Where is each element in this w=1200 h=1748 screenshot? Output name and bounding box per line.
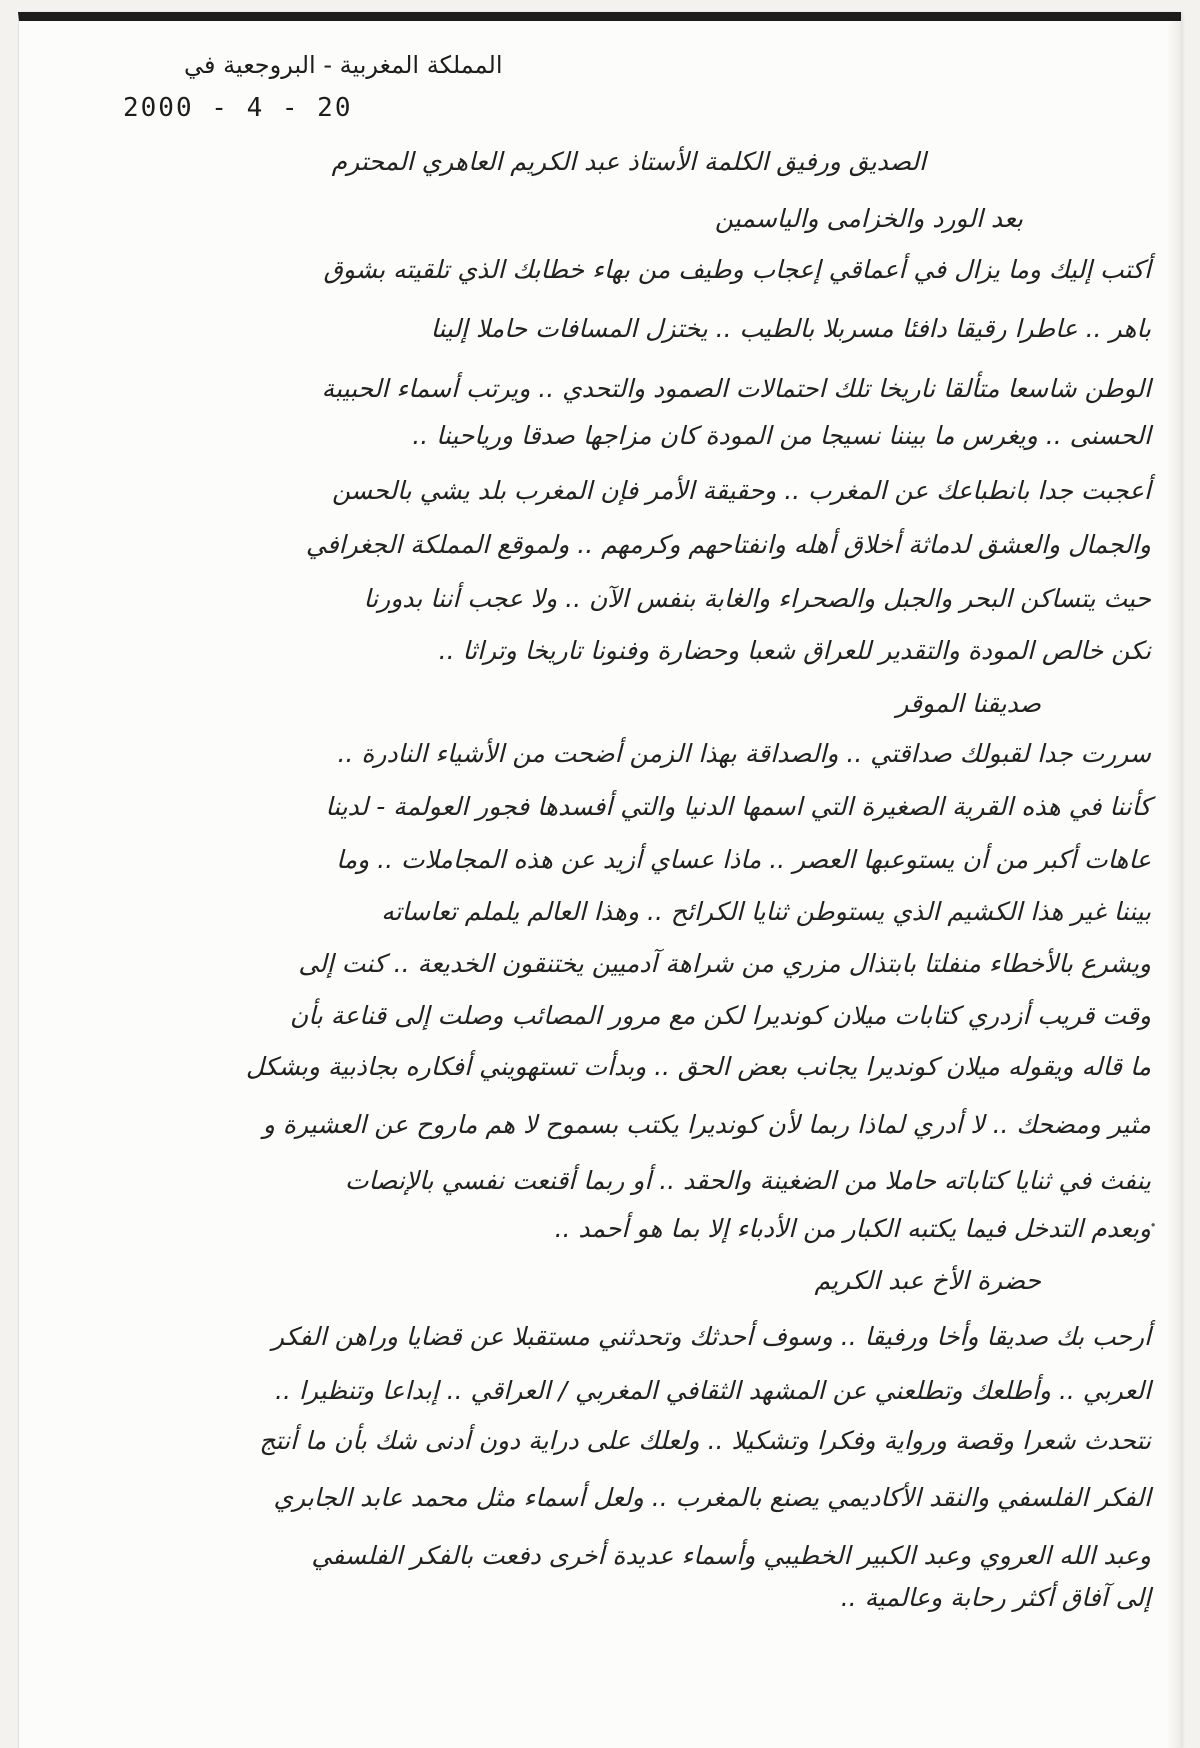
letter-line: ما قاله ويقوله ميلان كونديرا يجانب بعض الحق .. وبدأت تستهويني أفكاره بجاذبية وبشكل — [245, 1052, 1151, 1081]
letter-line: وعبد الله العروي وعبد الكبير الخطيبي وأسماء عديدة أخرى دفعت بالفكر الفلسفي — [311, 1541, 1151, 1570]
letter-line: ويشرع بالأخطاء منفلتا بابتذال مزري من شراهة آدميين يختنقون الخديعة .. كنت إلى — [298, 949, 1151, 978]
letter-line: وقت قريب أزدري كتابات ميلان كونديرا لكن مع مرور المصائب وصلت إلى قناعة بأن — [289, 1001, 1151, 1030]
letter-line: الحسنى .. ويغرس ما بيننا نسيجا من المودة كان مزاجها صدقا ورياحينا .. — [412, 421, 1151, 450]
letterhead-place: المملكة المغربية - البروجعية في — [184, 51, 503, 79]
letter-line: مثير ومضحك .. لا أدري لماذا ربما لأن كونديرا يكتب بسموح لا هم ماروح عن العشيرة و — [262, 1110, 1151, 1139]
letter-line: العربي .. وأطلعك وتطلعني عن المشهد الثقافي المغربي / العراقي .. إبداعا وتنظيرا .. — [275, 1376, 1151, 1405]
letter-line: الفكر الفلسفي والنقد الأكاديمي يصنع بالمغرب .. ولعل أسماء مثل محمد عابد الجابري — [273, 1483, 1151, 1512]
letter-line: نتحدث شعرا وقصة ورواية وفكرا وتشكيلا .. ولعلك على دراية دون أدنى شك بأن ما أنتج — [259, 1426, 1151, 1455]
letter-line: عاهات أكبر من أن يستوعبها العصر .. ماذا عساي أزيد عن هذه المجاملات .. وما — [336, 845, 1151, 874]
letter-line: باهر .. عاطرا رقيقا دافئا مسربلا بالطيب .. يختزل المسافات حاملا إلينا — [430, 314, 1151, 343]
letter-line: ينفث في ثنايا كتاباته حاملا من الضغينة والحقد .. أو ربما أقنعت نفسي بالإنصات — [344, 1166, 1151, 1195]
letter-line: صديقنا الموقر — [896, 689, 1041, 718]
letter-line: حضرة الأخ عبد الكريم — [814, 1266, 1041, 1295]
letter-line: أكتب إليك وما يزال في أعماقي إعجاب وطيف من بهاء خطابك الذي تلقيته بشوق — [323, 255, 1151, 284]
letter-line: نكن خالص المودة والتقدير للعراق شعبا وحضارة وفنونا تاريخا وتراثا .. — [438, 636, 1151, 665]
margin-mark: · — [1149, 1211, 1158, 1241]
letter-line: والجمال والعشق لدماثة أخلاق أهله وانفتاحهم وكرمهم .. ولموقع المملكة الجغرافي — [305, 530, 1151, 559]
letter-line: كأننا في هذه القرية الصغيرة التي اسمها الدنيا والتي أفسدها فجور العولمة - لدينا — [325, 792, 1151, 821]
letter-line: أرحب بك صديقا وأخا ورفيقا .. وسوف أحدثك وتحدثني مستقبلا عن قضايا وراهن الفكر — [271, 1322, 1151, 1351]
letter-line: حيث يتساكن البحر والجبل والصحراء والغابة بنفس الآن .. ولا عجب أننا بدورنا — [363, 584, 1151, 613]
greeting: بعد الورد والخزامى والياسمين — [714, 204, 1023, 233]
letter-line: سررت جدا لقبولك صداقتي .. والصداقة بهذا الزمن أضحت من الأشياء النادرة .. — [337, 739, 1151, 768]
letter-page — [18, 12, 1181, 1748]
letter-line: إلى آفاق أكثر رحابة وعالمية .. — [840, 1583, 1151, 1612]
letter-date: 2000 - 4 - 20 — [123, 93, 353, 123]
letter-line: أعجبت جدا بانطباعك عن المغرب .. وحقيقة الأمر فإن المغرب بلد يشي بالحسن — [331, 476, 1151, 505]
salutation: الصديق ورفيق الكلمة الأستاذ عبد الكريم العاهري المحترم — [331, 147, 926, 176]
letter-line: بيننا غير هذا الكشيم الذي يستوطن ثنايا الكرائح .. وهذا العالم يلملم تعاساته — [381, 897, 1151, 926]
letter-line: الوطن شاسعا متألقا ناريخا تلك احتمالات الصمود والتحدي .. ويرتب أسماء الحبيبة — [321, 374, 1151, 403]
letter-line: وبعدم التدخل فيما يكتبه الكبار من الأدباء إلا بما هو أحمد .. — [554, 1214, 1151, 1243]
paper-edge — [1167, 21, 1181, 1748]
